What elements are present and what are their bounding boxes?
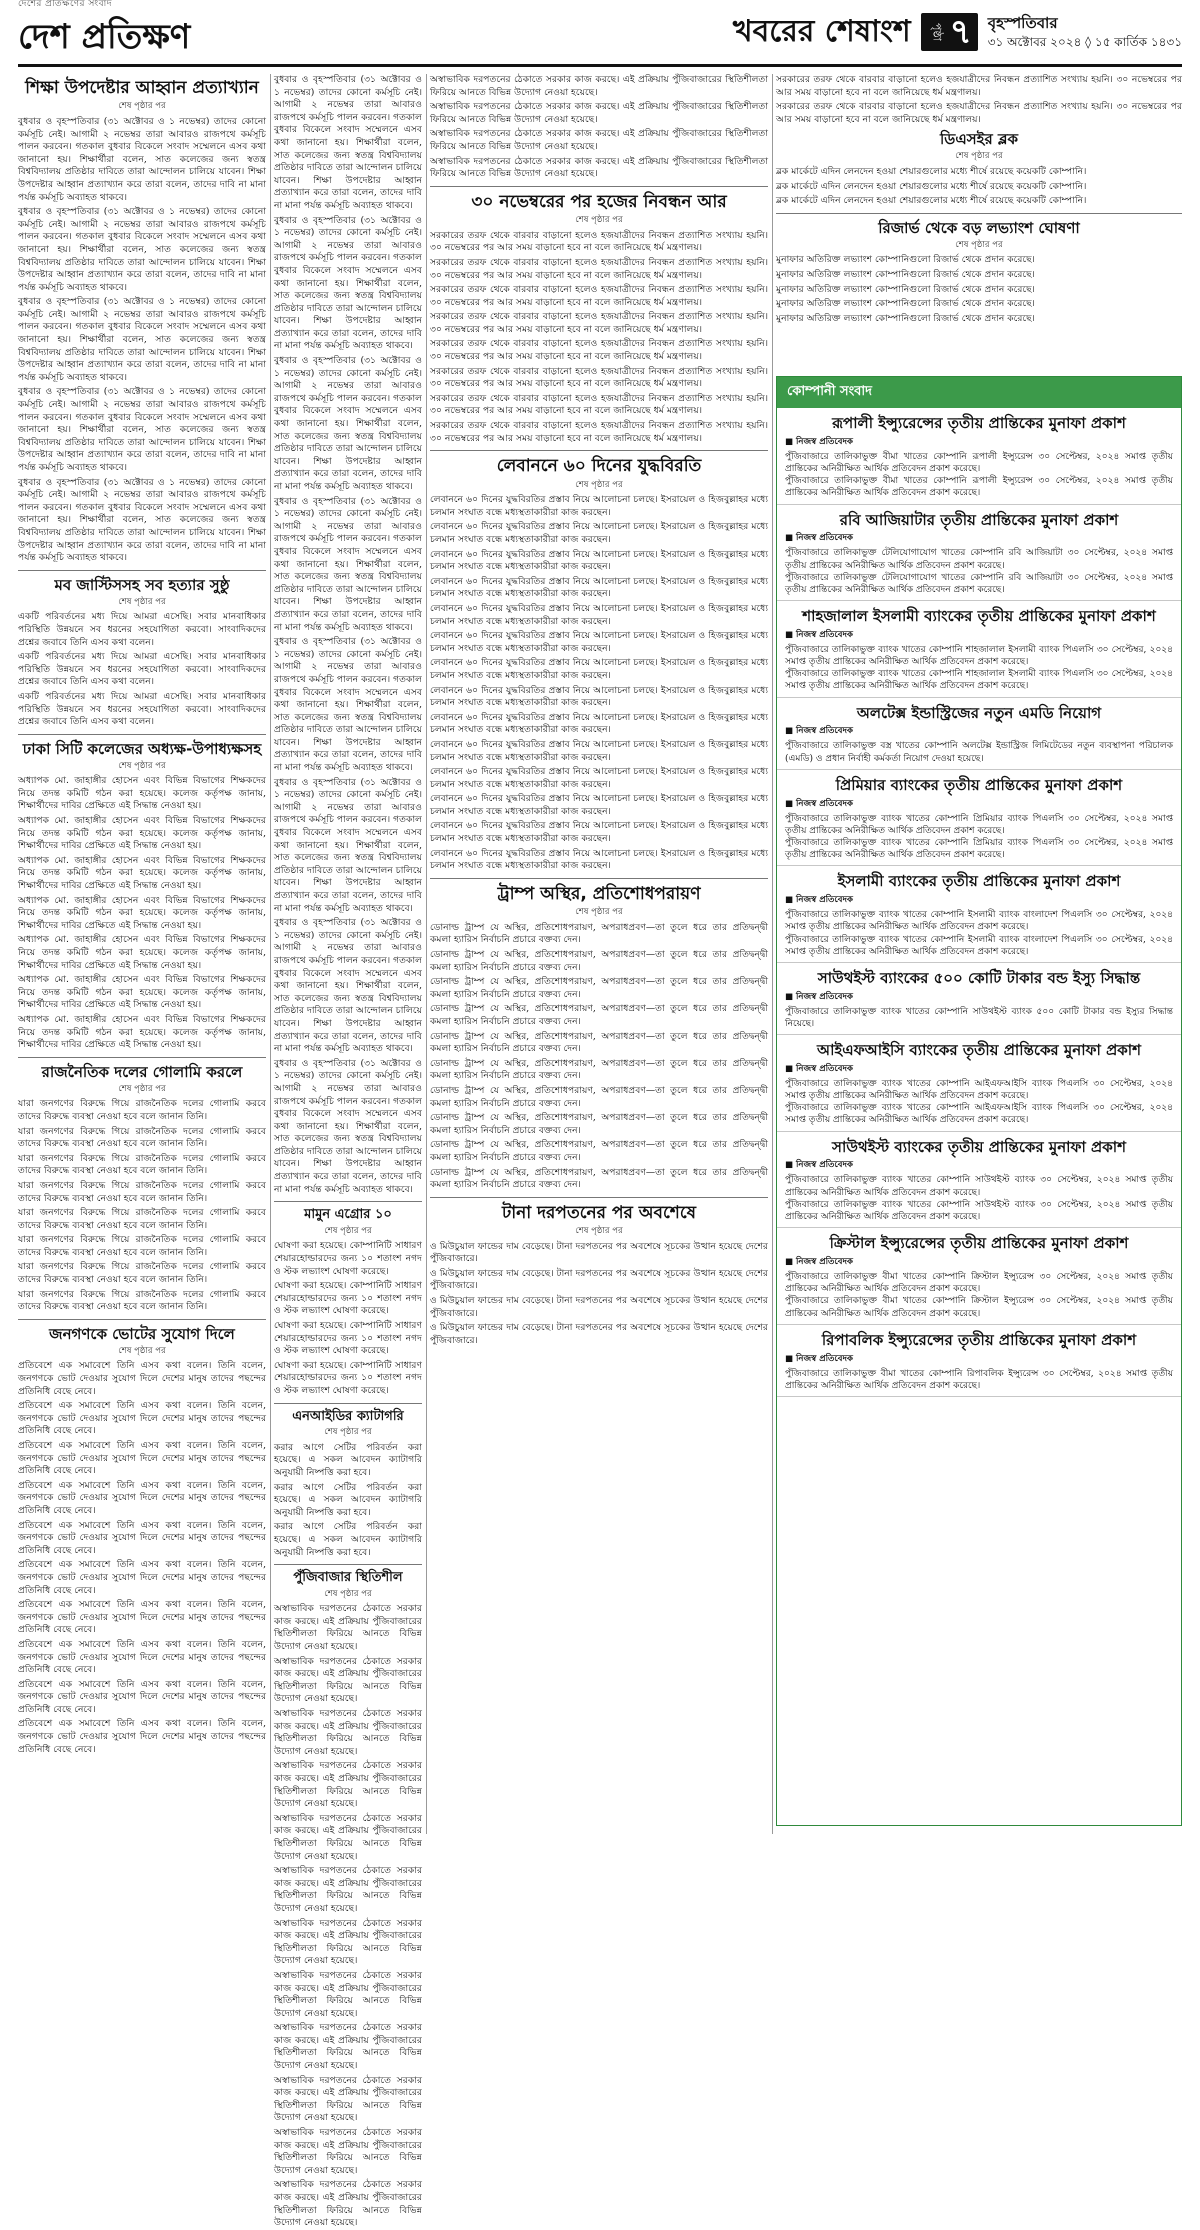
story-reporter: ■ নিজস্ব প্রতিবেদক xyxy=(785,436,853,447)
article-byline: শেষ পৃষ্ঠার পর xyxy=(118,760,166,771)
article-headline: ৩০ নভেম্বরের পর হজের নিবন্ধন আর xyxy=(471,191,727,212)
article-headline: ট্রাম্প অস্থির, প্রতিশোধপরায়ণ xyxy=(497,883,701,904)
article-body: অস্বাভাবিক দরপতনের ঠেকাতে সরকার কাজ করছে। এই প্রক্রিয়ায় পুঁজিবাজারের স্থিতিশীলতা ফিরিয়ে আনতে বিভিন্ন উদ্যোগ নেওয়া হয়েছে। অস্বাভাবিক দরপতনের ঠেকাতে সরকার কাজ করছে। এই প্রক্রিয়ায় পুঁজিবাজারের স্থিতিশীলতা ফিরিয়ে আনতে বিভিন্ন উদ্যোগ নেওয়া হয়েছে। অস্বাভাবিক দরপতনের ঠেকাতে সরকার কাজ করছে। এই প্রক্রিয়ায় পুঁজিবাজারের স্থিতিশীলতা ফিরিয়ে আনতে বিভিন্ন উদ্যোগ নেওয়া হয়েছে। অস্বাভাবিক দরপতনের ঠেকাতে সরকার কাজ করছে। এই প্রক্রিয়ায় পুঁজিবাজারের স্থিতিশীলতা ফিরিয়ে আনতে বিভিন্ন উদ্যোগ নেওয়া হয়েছে। অস্বাভাবিক দরপতনের ঠেকাতে সরকার কাজ করছে। এই প্রক্রিয়ায় পুঁজিবাজারের স্থিতিশীলতা ফিরিয়ে আনতে বিভিন্ন উদ্যোগ নেওয়া হয়েছে। অস্বাভাবিক দরপতনের ঠেকাতে সরকার কাজ করছে। এই প্রক্রিয়ায় পুঁজিবাজারের স্থিতিশীলতা ফিরিয়ে আনতে বিভিন্ন উদ্যোগ নেওয়া হয়েছে। অস্বাভাবিক দরপতনের ঠেকাতে সরকার কাজ করছে। এই প্রক্রিয়ায় পুঁজিবাজারের স্থিতিশীলতা ফিরিয়ে আনতে বিভিন্ন উদ্যোগ নেওয়া হয়েছে। অস্বাভাবিক দরপতনের ঠেকাতে সরকার কাজ করছে। এই প্রক্রিয়ায় পুঁজিবাজারের স্থিতিশীলতা ফিরিয়ে আনতে বিভিন্ন উদ্যোগ নেওয়া হয়েছে। অস্বাভাবিক দরপতনের ঠেকাতে সরকার কাজ করছে। এই প্রক্রিয়ায় পুঁজিবাজারের স্থিতিশীলতা ফিরিয়ে আনতে বিভিন্ন উদ্যোগ নেওয়া হয়েছে। অস্বাভাবিক দরপতনের ঠেকাতে সরকার কাজ করছে। এই প্রক্রিয়ায় পুঁজিবাজারের স্থিতিশীলতা ফিরিয়ে আনতে বিভিন্ন উদ্যোগ নেওয়া হয়েছে। অস্বাভাবিক দরপতনের ঠেকাতে সরকার কাজ করছে। এই প্রক্রিয়ায় পুঁজিবাজারের স্থিতিশীলতা ফিরিয়ে আনতে বিভিন্ন উদ্যোগ নেওয়া হয়েছে। অস্বাভাবিক দরপতনের ঠেকাতে সরকার কাজ করছে। এই প্রক্রিয়ায় পুঁজিবাজারের স্থিতিশীলতা ফিরিয়ে আনতে বিভিন্ন উদ্যোগ নেওয়া হয়েছে। xyxy=(274,1603,422,2229)
company-news-story: শাহজালাল ইসলামী ব্যাংকের তৃতীয় প্রান্তিকের মুনাফা প্রকাশ ■ নিজস্ব প্রতিবেদক পুঁজিবাজারে তালিকাভুক্ত ব্যাংক খাতের কোম্পানি শাহজালাল ইসলামী ব্যাংক পিএলসি ৩০ সেপ্টেম্বর, ২০২৪ সমাপ্ত তৃতীয় প্রান্তিকের অনিরীক্ষিত আর্থিক প্রতিবেদন প্রকাশ করেছে। পুঁজিবাজারে তালিকাভুক্ত ব্যাংক খাতের কোম্পানি শাহজালাল ইসলামী ব্যাংক পিএলসি ৩০ সেপ্টেম্বর, ২০২৪ সমাপ্ত তৃতীয় প্রান্তিকের অনিরীক্ষিত আর্থিক প্রতিবেদন প্রকাশ করেছে। xyxy=(777,601,1181,698)
article-byline: শেষ পৃষ্ঠার পর xyxy=(575,215,623,226)
date-box xyxy=(988,13,1182,51)
story-headline: রবি আজিয়াটার তৃতীয় প্রান্তিকের মুনাফা প্রকাশ xyxy=(839,510,1119,529)
page-number: ৭ xyxy=(949,12,972,52)
article-headline: জনগণকে ভোটের সুযোগ দিলে xyxy=(49,1324,235,1343)
article-body: প্রতিবেশে এক সমাবেশে তিনি এসব কথা বলেন। তিনি বলেন, জনগণকে ভোট দেওয়ার সুযোগ দিলে দেশের মানুষ তাদের পছন্দের প্রতিনিধি বেছে নেবে। প্রতিবেশে এক সমাবেশে তিনি এসব কথা বলেন। তিনি বলেন, জনগণকে ভোট দেওয়ার সুযোগ দিলে দেশের মানুষ তাদের পছন্দের প্রতিনিধি বেছে নেবে। প্রতিবেশে এক সমাবেশে তিনি এসব কথা বলেন। তিনি বলেন, জনগণকে ভোট দেওয়ার সুযোগ দিলে দেশের মানুষ তাদের পছন্দের প্রতিনিধি বেছে নেবে। প্রতিবেশে এক সমাবেশে তিনি এসব কথা বলেন। তিনি বলেন, জনগণকে ভোট দেওয়ার সুযোগ দিলে দেশের মানুষ তাদের পছন্দের প্রতিনিধি বেছে নেবে। প্রতিবেশে এক সমাবেশে তিনি এসব কথা বলেন। তিনি বলেন, জনগণকে ভোট দেওয়ার সুযোগ দিলে দেশের মানুষ তাদের পছন্দের প্রতিনিধি বেছে নেবে। প্রতিবেশে এক সমাবেশে তিনি এসব কথা বলেন। তিনি বলেন, জনগণকে ভোট দেওয়ার সুযোগ দিলে দেশের মানুষ তাদের পছন্দের প্রতিনিধি বেছে নেবে। প্রতিবেশে এক সমাবেশে তিনি এসব কথা বলেন। তিনি বলেন, জনগণকে ভোট দেওয়ার সুযোগ দিলে দেশের মানুষ তাদের পছন্দের প্রতিনিধি বেছে নেবে। প্রতিবেশে এক সমাবেশে তিনি এসব কথা বলেন। তিনি বলেন, জনগণকে ভোট দেওয়ার সুযোগ দিলে দেশের মানুষ তাদের পছন্দের প্রতিনিধি বেছে নেবে। প্রতিবেশে এক সমাবেশে তিনি এসব কথা বলেন। তিনি বলেন, জনগণকে ভোট দেওয়ার সুযোগ দিলে দেশের মানুষ তাদের পছন্দের প্রতিনিধি বেছে নেবে। প্রতিবেশে এক সমাবেশে তিনি এসব কথা বলেন। তিনি বলেন, জনগণকে ভোট দেওয়ার সুযোগ দিলে দেশের মানুষ তাদের পছন্দের প্রতিনিধি বেছে নেবে। xyxy=(18,1360,266,1755)
article-body: ও মিউচুয়াল ফান্ডের দাম বেড়েছে। টানা দরপতনের পর অবশেষে সূচকের উত্থান হয়েছে দেশের পুঁজিবাজারে। ও মিউচুয়াল ফান্ডের দাম বেড়েছে। টানা দরপতনের পর অবশেষে সূচকের উত্থান হয়েছে দেশের পুঁজিবাজারে। ও মিউচুয়াল ফান্ডের দাম বেড়েছে। টানা দরপতনের পর অবশেষে সূচকের উত্থান হয়েছে দেশের পুঁজিবাজারে। ও মিউচুয়াল ফান্ডের দাম বেড়েছে। টানা দরপতনের পর অবশেষে সূচকের উত্থান হয়েছে দেশের পুঁজিবাজারে। xyxy=(430,1240,768,1346)
story-headline: রূপালী ইন্স্যুরেন্সের তৃতীয় প্রান্তিকের মুনাফা প্রকাশ xyxy=(832,414,1126,432)
column-3 xyxy=(430,74,768,1834)
article-body: ঘোষণা করা হয়েছে। কোম্পানিটি সাধারণ শেয়ারহোল্ডারদের জন্য ১০ শতাংশ নগদ ও স্টক লভ্যাংশ ঘোষণা করেছে। ঘোষণা করা হয়েছে। কোম্পানিটি সাধারণ শেয়ারহোল্ডারদের জন্য ১০ শতাংশ নগদ ও স্টক লভ্যাংশ ঘোষণা করেছে। ঘোষণা করা হয়েছে। কোম্পানিটি সাধারণ শেয়ারহোল্ডারদের জন্য ১০ শতাংশ নগদ ও স্টক লভ্যাংশ ঘোষণা করেছে। ঘোষণা করা হয়েছে। কোম্পানিটি সাধারণ শেয়ারহোল্ডারদের জন্য ১০ শতাংশ নগদ ও স্টক লভ্যাংশ ঘোষণা করেছে। xyxy=(274,1240,422,1396)
article-body: ডোনাল্ড ট্রাম্প যে অস্থির, প্রতিশোধপরায়ণ, অপরাধপ্রবণ—তা তুলে ধরে তার প্রতিদ্বন্দ্বী কমলা হ্যারিস নির্বাচনি প্রচারে বক্তব্য দেন। ডোনাল্ড ট্রাম্প যে অস্থির, প্রতিশোধপরায়ণ, অপরাধপ্রবণ—তা তুলে ধরে তার প্রতিদ্বন্দ্বী কমলা হ্যারিস নির্বাচনি প্রচারে বক্তব্য দেন। ডোনাল্ড ট্রাম্প যে অস্থির, প্রতিশোধপরায়ণ, অপরাধপ্রবণ—তা তুলে ধরে তার প্রতিদ্বন্দ্বী কমলা হ্যারিস নির্বাচনি প্রচারে বক্তব্য দেন। ডোনাল্ড ট্রাম্প যে অস্থির, প্রতিশোধপরায়ণ, অপরাধপ্রবণ—তা তুলে ধরে তার প্রতিদ্বন্দ্বী কমলা হ্যারিস নির্বাচনি প্রচারে বক্তব্য দেন। ডোনাল্ড ট্রাম্প যে অস্থির, প্রতিশোধপরায়ণ, অপরাধপ্রবণ—তা তুলে ধরে তার প্রতিদ্বন্দ্বী কমলা হ্যারিস নির্বাচনি প্রচারে বক্তব্য দেন। ডোনাল্ড ট্রাম্প যে অস্থির, প্রতিশোধপরায়ণ, অপরাধপ্রবণ—তা তুলে ধরে তার প্রতিদ্বন্দ্বী কমলা হ্যারিস নির্বাচনি প্রচারে বক্তব্য দেন। ডোনাল্ড ট্রাম্প যে অস্থির, প্রতিশোধপরায়ণ, অপরাধপ্রবণ—তা তুলে ধরে তার প্রতিদ্বন্দ্বী কমলা হ্যারিস নির্বাচনি প্রচারে বক্তব্য দেন। ডোনাল্ড ট্রাম্প যে অস্থির, প্রতিশোধপরায়ণ, অপরাধপ্রবণ—তা তুলে ধরে তার প্রতিদ্বন্দ্বী কমলা হ্যারিস নির্বাচনি প্রচারে বক্তব্য দেন। ডোনাল্ড ট্রাম্প যে অস্থির, প্রতিশোধপরায়ণ, অপরাধপ্রবণ—তা তুলে ধরে তার প্রতিদ্বন্দ্বী কমলা হ্যারিস নির্বাচনি প্রচারে বক্তব্য দেন। ডোনাল্ড ট্রাম্প যে অস্থির, প্রতিশোধপরায়ণ, অপরাধপ্রবণ—তা তুলে ধরে তার প্রতিদ্বন্দ্বী কমলা হ্যারিস নির্বাচনি প্রচারে বক্তব্য দেন। xyxy=(430,921,768,1191)
story-body: পুঁজিবাজারে তালিকাভুক্ত বীমা খাতের কোম্পানি ক্রিস্টাল ইন্স্যুরেন্স ৩০ সেপ্টেম্বর, ২০২৪ সমাপ্ত তৃতীয় প্রান্তিকের অনিরীক্ষিত আর্থিক প্রতিবেদন প্রকাশ করেছে। xyxy=(785,1272,1173,1295)
logo-text: দেশ প্রতিক্ষণ xyxy=(18,17,191,57)
article-headline: মামুন এগ্রোর ১০ xyxy=(304,1207,392,1223)
company-news-story: প্রিমিয়ার ব্যাংকের তৃতীয় প্রান্তিকের মুনাফা প্রকাশ ■ নিজস্ব প্রতিবেদক পুঁজিবাজারে তালিকাভুক্ত ব্যাংক খাতের কোম্পানি প্রিমিয়ার ব্যাংক পিএলসি ৩০ সেপ্টেম্বর, ২০২৪ সমাপ্ত তৃতীয় প্রান্তিকের অনিরীক্ষিত আর্থিক প্রতিবেদন প্রকাশ করেছে। পুঁজিবাজারে তালিকাভুক্ত ব্যাংক খাতের কোম্পানি প্রিমিয়ার ব্যাংক পিএলসি ৩০ সেপ্টেম্বর, ২০২৪ সমাপ্ত তৃতীয় প্রান্তিকের অনিরীক্ষিত আর্থিক প্রতিবেদন প্রকাশ করেছে। xyxy=(777,770,1181,867)
column-1 xyxy=(18,74,266,1834)
company-news-story: ক্রিস্টাল ইন্স্যুরেন্সের তৃতীয় প্রান্তিকের মুনাফা প্রকাশ ■ নিজস্ব প্রতিবেদক পুঁজিবাজারে তালিকাভুক্ত বীমা খাতের কোম্পানি ক্রিস্টাল ইন্স্যুরেন্স ৩০ সেপ্টেম্বর, ২০২৪ সমাপ্ত তৃতীয় প্রান্তিকের অনিরীক্ষিত আর্থিক প্রতিবেদন প্রকাশ করেছে। পুঁজিবাজারে তালিকাভুক্ত বীমা খাতের কোম্পানি ক্রিস্টাল ইন্স্যুরেন্স ৩০ সেপ্টেম্বর, ২০২৪ সমাপ্ত তৃতীয় প্রান্তিকের অনিরীক্ষিত আর্থিক প্রতিবেদন প্রকাশ করেছে। xyxy=(777,1228,1181,1325)
column-4-top xyxy=(776,74,1182,364)
weekday: বৃহস্পতিবার xyxy=(987,14,1058,33)
story-headline: ইসলামী ব্যাংকের তৃতীয় প্রান্তিকের মুনাফা প্রকাশ xyxy=(837,872,1121,891)
article-byline: শেষ পৃষ্ঠার পর xyxy=(955,151,1003,162)
company-news-story: রূপালী ইন্স্যুরেন্সের তৃতীয় প্রান্তিকের মুনাফা প্রকাশ ■ নিজস্ব প্রতিবেদক পুঁজিবাজারে তালিকাভুক্ত বীমা খাতের কোম্পানি রূপালী ইন্স্যুরেন্স ৩০ সেপ্টেম্বর, ২০২৪ সমাপ্ত তৃতীয় প্রান্তিকের অনিরীক্ষিত আর্থিক প্রতিবেদন প্রকাশ করেছে। পুঁজিবাজারে তালিকাভুক্ত বীমা খাতের কোম্পানি রূপালী ইন্স্যুরেন্স ৩০ সেপ্টেম্বর, ২০২৪ সমাপ্ত তৃতীয় প্রান্তিকের অনিরীক্ষিত আর্থিক প্রতিবেদন প্রকাশ করেছে। xyxy=(777,408,1181,505)
story-headline: ক্রিস্টাল ইন্স্যুরেন্সের তৃতীয় প্রান্তিকের মুনাফা প্রকাশ xyxy=(829,1234,1129,1253)
story-body: পুঁজিবাজারে তালিকাভুক্ত ব্যাংক খাতের কোম্পানি সাউথইস্ট ব্যাংক ৫০০ কোটি টাকার বন্ড ইস্যুর সিদ্ধান্ত নিয়েছে। xyxy=(785,1006,1173,1029)
article xyxy=(430,884,768,1192)
company-news-story: ইসলামী ব্যাংকের তৃতীয় প্রান্তিকের মুনাফা প্রকাশ ■ নিজস্ব প্রতিবেদক পুঁজিবাজারে তালিকাভুক্ত ব্যাংক খাতের কোম্পানি ইসলামী ব্যাংক বাংলাদেশ পিএলসি ৩০ সেপ্টেম্বর, ২০২৪ সমাপ্ত তৃতীয় প্রান্তিকের অনিরীক্ষিত আর্থিক প্রতিবেদন প্রকাশ করেছে। পুঁজিবাজারে তালিকাভুক্ত ব্যাংক খাতের কোম্পানি ইসলামী ব্যাংক বাংলাদেশ পিএলসি ৩০ সেপ্টেম্বর, ২০২৪ সমাপ্ত তৃতীয় প্রান্তিকের অনিরীক্ষিত আর্থিক প্রতিবেদন প্রকাশ করেছে। xyxy=(777,866,1181,963)
article xyxy=(274,1207,422,1397)
article xyxy=(430,456,768,873)
masthead-right xyxy=(733,7,1182,58)
story-reporter: ■ নিজস্ব প্রতিবেদক xyxy=(785,726,853,737)
article-byline: শেষ পৃষ্ঠার পর xyxy=(324,1225,372,1236)
article-byline: শেষ পৃষ্ঠার পর xyxy=(955,239,1003,250)
story-body: পুঁজিবাজারে তালিকাভুক্ত বীমা খাতের কোম্পানি রূপালী ইন্স্যুরেন্স ৩০ সেপ্টেম্বর, ২০২৪ সমাপ্ত তৃতীয় প্রান্তিকের অনিরীক্ষিত আর্থিক প্রতিবেদন প্রকাশ করেছে। xyxy=(785,451,1173,474)
story-body: পুঁজিবাজারে তালিকাভুক্ত বস্ত্র খাতের কোম্পানি অলটেক্স ইন্ডাস্ট্রিজ লিমিটেডের নতুন ব্যবস্থাপনা পরিচালক (এমডি) ও প্রধান নির্বাহী কর্মকর্তা নিয়োগ দেওয়া হয়েছে। xyxy=(785,741,1173,764)
story-body: পুঁজিবাজারে তালিকাভুক্ত ব্যাংক খাতের কোম্পানি প্রিমিয়ার ব্যাংক পিএলসি ৩০ সেপ্টেম্বর, ২০২৪ সমাপ্ত তৃতীয় প্রান্তিকের অনিরীক্ষিত আর্থিক প্রতিবেদন প্রকাশ করেছে। xyxy=(785,813,1173,836)
article-body: একটি পরিবর্তনের মধ্য দিয়ে আমরা এসেছি। সবার মানবাধিকার পরিস্থিতি উন্নয়নে সব ধরনের সহযোগিতা করবো। সাংবাদিকদের প্রশ্নের জবাবে তিনি এসব কথা বলেন। একটি পরিবর্তনের মধ্য দিয়ে আমরা এসেছি। সবার মানবাধিকার পরিস্থিতি উন্নয়নে সব ধরনের সহযোগিতা করবো। সাংবাদিকদের প্রশ্নের জবাবে তিনি এসব কথা বলেন। একটি পরিবর্তনের মধ্য দিয়ে আমরা এসেছি। সবার মানবাধিকার পরিস্থিতি উন্নয়নে সব ধরনের সহযোগিতা করবো। সাংবাদিকদের প্রশ্নের জবাবে তিনি এসব কথা বলেন। xyxy=(18,611,266,728)
article-byline: শেষ পৃষ্ঠার পর xyxy=(575,1226,623,1237)
company-news-box xyxy=(776,376,1182,1826)
article xyxy=(776,219,1182,326)
article-headline: পুঁজিবাজার স্থিতিশীল xyxy=(293,1570,403,1586)
article-byline: শেষ পৃষ্ঠার পর xyxy=(575,907,623,918)
article-body: সরকারের তরফ থেকে বারবার বাড়ানো হলেও হজযাত্রীদের নিবন্ধন প্রত্যাশিত সংখ্যায় হয়নি। ৩০ নভেম্বরের পর আর সময় বাড়ানো হবে না বলে জানিয়েছে ধর্ম মন্ত্রণালয়। সরকারের তরফ থেকে বারবার বাড়ানো হলেও হজযাত্রীদের নিবন্ধন প্রত্যাশিত সংখ্যায় হয়নি। ৩০ নভেম্বরের পর আর সময় বাড়ানো হবে না বলে জানিয়েছে ধর্ম মন্ত্রণালয়। সরকারের তরফ থেকে বারবার বাড়ানো হলেও হজযাত্রীদের নিবন্ধন প্রত্যাশিত সংখ্যায় হয়নি। ৩০ নভেম্বরের পর আর সময় বাড়ানো হবে না বলে জানিয়েছে ধর্ম মন্ত্রণালয়। সরকারের তরফ থেকে বারবার বাড়ানো হলেও হজযাত্রীদের নিবন্ধন প্রত্যাশিত সংখ্যায় হয়নি। ৩০ নভেম্বরের পর আর সময় বাড়ানো হবে না বলে জানিয়েছে ধর্ম মন্ত্রণালয়। সরকারের তরফ থেকে বারবার বাড়ানো হলেও হজযাত্রীদের নিবন্ধন প্রত্যাশিত সংখ্যায় হয়নি। ৩০ নভেম্বরের পর আর সময় বাড়ানো হবে না বলে জানিয়েছে ধর্ম মন্ত্রণালয়। সরকারের তরফ থেকে বারবার বাড়ানো হলেও হজযাত্রীদের নিবন্ধন প্রত্যাশিত সংখ্যায় হয়নি। ৩০ নভেম্বরের পর আর সময় বাড়ানো হবে না বলে জানিয়েছে ধর্ম মন্ত্রণালয়। সরকারের তরফ থেকে বারবার বাড়ানো হলেও হজযাত্রীদের নিবন্ধন প্রত্যাশিত সংখ্যায় হয়নি। ৩০ নভেম্বরের পর আর সময় বাড়ানো হবে না বলে জানিয়েছে ধর্ম মন্ত্রণালয়। সরকারের তরফ থেকে বারবার বাড়ানো হলেও হজযাত্রীদের নিবন্ধন প্রত্যাশিত সংখ্যায় হয়নি। ৩০ নভেম্বরের পর আর সময় বাড়ানো হবে না বলে জানিয়েছে ধর্ম মন্ত্রণালয়। xyxy=(430,229,768,444)
section-title: খবরের শেষাংশ xyxy=(732,13,911,49)
article-byline: শেষ পৃষ্ঠার পর xyxy=(324,1427,372,1438)
column-divider xyxy=(772,74,773,1834)
article-body: ব্লক মার্কেটে এদিন লেনদেন হওয়া শেয়ারগুলোর মধ্যে শীর্ষে রয়েছে কয়েকটি কোম্পানি। ব্লক মার্কেটে এদিন লেনদেন হওয়া শেয়ারগুলোর মধ্যে শীর্ষে রয়েছে কয়েকটি কোম্পানি। ব্লক মার্কেটে এদিন লেনদেন হওয়া শেয়ারগুলোর মধ্যে শীর্ষে রয়েছে কয়েকটি কোম্পানি। xyxy=(776,165,1087,207)
column-2 xyxy=(274,74,422,2229)
article-byline: শেষ পৃষ্ঠার পর xyxy=(118,596,166,607)
article-headline: রিজার্ভ থেকে বড় লভ্যাংশ ঘোষণা xyxy=(878,218,1080,237)
story-headline: প্রিমিয়ার ব্যাংকের তৃতীয় প্রান্তিকের মুনাফা প্রকাশ xyxy=(835,775,1123,794)
story-reporter: ■ নিজস্ব প্রতিবেদক xyxy=(785,1160,853,1171)
newspaper-logo xyxy=(18,0,190,68)
article-byline: শেষ পৃষ্ঠার পর xyxy=(118,1345,166,1356)
article-columns xyxy=(18,74,1182,2229)
company-news-header: কোম্পানী সংবাদ xyxy=(777,377,1181,408)
article xyxy=(18,1325,266,1756)
story-reporter: ■ নিজস্ব প্রতিবেদক xyxy=(785,895,853,906)
story-headline: সাউথইস্ট ব্যাংকের তৃতীয় প্রান্তিকের মুনাফা প্রকাশ xyxy=(832,1137,1126,1156)
article xyxy=(18,78,266,565)
article-body: মুনাফার অতিরিক্ত লভ্যাংশ কোম্পানিগুলো রিজার্ভ থেকে প্রদান করেছে। মুনাফার অতিরিক্ত লভ্যাংশ কোম্পানিগুলো রিজার্ভ থেকে প্রদান করেছে। মুনাফার অতিরিক্ত লভ্যাংশ কোম্পানিগুলো রিজার্ভ থেকে প্রদান করেছে। মুনাফার অতিরিক্ত লভ্যাংশ কোম্পানিগুলো রিজার্ভ থেকে প্রদান করেছে। মুনাফার অতিরিক্ত লভ্যাংশ কোম্পানিগুলো রিজার্ভ থেকে প্রদান করেছে। xyxy=(776,254,1035,324)
article-body: বুধবার ও বৃহস্পতিবার (৩১ অক্টোবর ও ১ নভেম্বর) তাদের কোনো কর্মসূচি নেই। আগামী ২ নভেম্বর তারা আবারও রাজপথে কর্মসূচি পালন করবেন। গতকাল বুধবার বিকেলে সংবাদ সম্মেলনে এসব কথা জানানো হয়। শিক্ষার্থীরা বলেন, সাত কলেজের জন্য স্বতন্ত্র বিশ্ববিদ্যালয় প্রতিষ্ঠার দাবিতে তারা আন্দোলন চালিয়ে যাবেন। শিক্ষা উপদেষ্টার আহ্বান প্রত্যাখ্যান করে তারা বলেন, তাদের দাবি না মানা পর্যন্ত কর্মসূচি অব্যাহত থাকবে। বুধবার ও বৃহস্পতিবার (৩১ অক্টোবর ও ১ নভেম্বর) তাদের কোনো কর্মসূচি নেই। আগামী ২ নভেম্বর তারা আবারও রাজপথে কর্মসূচি পালন করবেন। গতকাল বুধবার বিকেলে সংবাদ সম্মেলনে এসব কথা জানানো হয়। শিক্ষার্থীরা বলেন, সাত কলেজের জন্য স্বতন্ত্র বিশ্ববিদ্যালয় প্রতিষ্ঠার দাবিতে তারা আন্দোলন চালিয়ে যাবেন। শিক্ষা উপদেষ্টার আহ্বান প্রত্যাখ্যান করে তারা বলেন, তাদের দাবি না মানা পর্যন্ত কর্মসূচি অব্যাহত থাকবে। বুধবার ও বৃহস্পতিবার (৩১ অক্টোবর ও ১ নভেম্বর) তাদের কোনো কর্মসূচি নেই। আগামী ২ নভেম্বর তারা আবারও রাজপথে কর্মসূচি পালন করবেন। গতকাল বুধবার বিকেলে সংবাদ সম্মেলনে এসব কথা জানানো হয়। শিক্ষার্থীরা বলেন, সাত কলেজের জন্য স্বতন্ত্র বিশ্ববিদ্যালয় প্রতিষ্ঠার দাবিতে তারা আন্দোলন চালিয়ে যাবেন। শিক্ষা উপদেষ্টার আহ্বান প্রত্যাখ্যান করে তারা বলেন, তাদের দাবি না মানা পর্যন্ত কর্মসূচি অব্যাহত থাকবে। বুধবার ও বৃহস্পতিবার (৩১ অক্টোবর ও ১ নভেম্বর) তাদের কোনো কর্মসূচি নেই। আগামী ২ নভেম্বর তারা আবারও রাজপথে কর্মসূচি পালন করবেন। গতকাল বুধবার বিকেলে সংবাদ সম্মেলনে এসব কথা জানানো হয়। শিক্ষার্থীরা বলেন, সাত কলেজের জন্য স্বতন্ত্র বিশ্ববিদ্যালয় প্রতিষ্ঠার দাবিতে তারা আন্দোলন চালিয়ে যাবেন। শিক্ষা উপদেষ্টার আহ্বান প্রত্যাখ্যান করে তারা বলেন, তাদের দাবি না মানা পর্যন্ত কর্মসূচি অব্যাহত থাকবে। বুধবার ও বৃহস্পতিবার (৩১ অক্টোবর ও ১ নভেম্বর) তাদের কোনো কর্মসূচি নেই। আগামী ২ নভেম্বর তারা আবারও রাজপথে কর্মসূচি পালন করবেন। গতকাল বুধবার বিকেলে সংবাদ সম্মেলনে এসব কথা জানানো হয়। শিক্ষার্থীরা বলেন, সাত কলেজের জন্য স্বতন্ত্র বিশ্ববিদ্যালয় প্রতিষ্ঠার দাবিতে তারা আন্দোলন চালিয়ে যাবেন। শিক্ষা উপদেষ্টার আহ্বান প্রত্যাখ্যান করে তারা বলেন, তাদের দাবি না মানা পর্যন্ত কর্মসূচি অব্যাহত থাকবে। xyxy=(18,115,266,564)
article-body: লেবাননে ৬০ দিনের যুদ্ধবিরতির প্রস্তাব নিয়ে আলোচনা চলছে। ইসরায়েল ও হিজবুল্লাহর মধ্যে চলমান সংঘাত বন্ধে মধ্যস্থতাকারীরা কাজ করছেন। লেবাননে ৬০ দিনের যুদ্ধবিরতির প্রস্তাব নিয়ে আলোচনা চলছে। ইসরায়েল ও হিজবুল্লাহর মধ্যে চলমান সংঘাত বন্ধে মধ্যস্থতাকারীরা কাজ করছেন। লেবাননে ৬০ দিনের যুদ্ধবিরতির প্রস্তাব নিয়ে আলোচনা চলছে। ইসরায়েল ও হিজবুল্লাহর মধ্যে চলমান সংঘাত বন্ধে মধ্যস্থতাকারীরা কাজ করছেন। লেবাননে ৬০ দিনের যুদ্ধবিরতির প্রস্তাব নিয়ে আলোচনা চলছে। ইসরায়েল ও হিজবুল্লাহর মধ্যে চলমান সংঘাত বন্ধে মধ্যস্থতাকারীরা কাজ করছেন। লেবাননে ৬০ দিনের যুদ্ধবিরতির প্রস্তাব নিয়ে আলোচনা চলছে। ইসরায়েল ও হিজবুল্লাহর মধ্যে চলমান সংঘাত বন্ধে মধ্যস্থতাকারীরা কাজ করছেন। লেবাননে ৬০ দিনের যুদ্ধবিরতির প্রস্তাব নিয়ে আলোচনা চলছে। ইসরায়েল ও হিজবুল্লাহর মধ্যে চলমান সংঘাত বন্ধে মধ্যস্থতাকারীরা কাজ করছেন। লেবাননে ৬০ দিনের যুদ্ধবিরতির প্রস্তাব নিয়ে আলোচনা চলছে। ইসরায়েল ও হিজবুল্লাহর মধ্যে চলমান সংঘাত বন্ধে মধ্যস্থতাকারীরা কাজ করছেন। লেবাননে ৬০ দিনের যুদ্ধবিরতির প্রস্তাব নিয়ে আলোচনা চলছে। ইসরায়েল ও হিজবুল্লাহর মধ্যে চলমান সংঘাত বন্ধে মধ্যস্থতাকারীরা কাজ করছেন। লেবাননে ৬০ দিনের যুদ্ধবিরতির প্রস্তাব নিয়ে আলোচনা চলছে। ইসরায়েল ও হিজবুল্লাহর মধ্যে চলমান সংঘাত বন্ধে মধ্যস্থতাকারীরা কাজ করছেন। লেবাননে ৬০ দিনের যুদ্ধবিরতির প্রস্তাব নিয়ে আলোচনা চলছে। ইসরায়েল ও হিজবুল্লাহর মধ্যে চলমান সংঘাত বন্ধে মধ্যস্থতাকারীরা কাজ করছেন। লেবাননে ৬০ দিনের যুদ্ধবিরতির প্রস্তাব নিয়ে আলোচনা চলছে। ইসরায়েল ও হিজবুল্লাহর মধ্যে চলমান সংঘাত বন্ধে মধ্যস্থতাকারীরা কাজ করছেন। লেবাননে ৬০ দিনের যুদ্ধবিরতির প্রস্তাব নিয়ে আলোচনা চলছে। ইসরায়েল ও হিজবুল্লাহর মধ্যে চলমান সংঘাত বন্ধে মধ্যস্থতাকারীরা কাজ করছেন। লেবাননে ৬০ দিনের যুদ্ধবিরতির প্রস্তাব নিয়ে আলোচনা চলছে। ইসরায়েল ও হিজবুল্লাহর মধ্যে চলমান সংঘাত বন্ধে মধ্যস্থতাকারীরা কাজ করছেন। লেবাননে ৬০ দিনের যুদ্ধবিরতির প্রস্তাব নিয়ে আলোচনা চলছে। ইসরায়েল ও হিজবুল্লাহর মধ্যে চলমান সংঘাত বন্ধে মধ্যস্থতাকারীরা কাজ করছেন। xyxy=(430,494,768,872)
column-divider xyxy=(270,74,271,1834)
page-label: পৃষ্ঠা xyxy=(930,23,944,41)
story-reporter: ■ নিজস্ব প্রতিবেদক xyxy=(785,1353,853,1364)
story-headline: আইএফআইসি ব্যাংকের তৃতীয় প্রান্তিকের মুনাফা প্রকাশ xyxy=(816,1041,1141,1060)
article xyxy=(18,1063,266,1314)
article xyxy=(430,1203,768,1348)
article-body: অধ্যাপক মো. জাহাঙ্গীর হোসেন এবং বিভিন্ন বিভাগের শিক্ষকদের নিয়ে তদন্ত কমিটি গঠন করা হয়েছে। কলেজ কর্তৃপক্ষ জানায়, শিক্ষার্থীদের দাবির প্রেক্ষিতে এই সিদ্ধান্ত নেওয়া হয়। অধ্যাপক মো. জাহাঙ্গীর হোসেন এবং বিভিন্ন বিভাগের শিক্ষকদের নিয়ে তদন্ত কমিটি গঠন করা হয়েছে। কলেজ কর্তৃপক্ষ জানায়, শিক্ষার্থীদের দাবির প্রেক্ষিতে এই সিদ্ধান্ত নেওয়া হয়। অধ্যাপক মো. জাহাঙ্গীর হোসেন এবং বিভিন্ন বিভাগের শিক্ষকদের নিয়ে তদন্ত কমিটি গঠন করা হয়েছে। কলেজ কর্তৃপক্ষ জানায়, শিক্ষার্থীদের দাবির প্রেক্ষিতে এই সিদ্ধান্ত নেওয়া হয়। অধ্যাপক মো. জাহাঙ্গীর হোসেন এবং বিভিন্ন বিভাগের শিক্ষকদের নিয়ে তদন্ত কমিটি গঠন করা হয়েছে। কলেজ কর্তৃপক্ষ জানায়, শিক্ষার্থীদের দাবির প্রেক্ষিতে এই সিদ্ধান্ত নেওয়া হয়। অধ্যাপক মো. জাহাঙ্গীর হোসেন এবং বিভিন্ন বিভাগের শিক্ষকদের নিয়ে তদন্ত কমিটি গঠন করা হয়েছে। কলেজ কর্তৃপক্ষ জানায়, শিক্ষার্থীদের দাবির প্রেক্ষিতে এই সিদ্ধান্ত নেওয়া হয়। অধ্যাপক মো. জাহাঙ্গীর হোসেন এবং বিভিন্ন বিভাগের শিক্ষকদের নিয়ে তদন্ত কমিটি গঠন করা হয়েছে। কলেজ কর্তৃপক্ষ জানায়, শিক্ষার্থীদের দাবির প্রেক্ষিতে এই সিদ্ধান্ত নেওয়া হয়। অধ্যাপক মো. জাহাঙ্গীর হোসেন এবং বিভিন্ন বিভাগের শিক্ষকদের নিয়ে তদন্ত কমিটি গঠন করা হয়েছে। কলেজ কর্তৃপক্ষ জানায়, শিক্ষার্থীদের দাবির প্রেক্ষিতে এই সিদ্ধান্ত নেওয়া হয়। xyxy=(18,775,266,1051)
article-byline: শেষ পৃষ্ঠার পর xyxy=(118,1083,166,1094)
article xyxy=(18,740,266,1052)
article-headline: রাজনৈতিক দলের গোলামি করলে xyxy=(41,1062,243,1081)
masthead xyxy=(18,0,1182,67)
story-reporter: ■ নিজস্ব প্রতিবেদক xyxy=(785,798,853,809)
story-body: পুঁজিবাজারে তালিকাভুক্ত বীমা খাতের কোম্পানি রিপাবলিক ইন্স্যুরেন্স ৩০ সেপ্টেম্বর, ২০২৪ সমাপ্ত তৃতীয় প্রান্তিকের অনিরীক্ষিত আর্থিক প্রতিবেদন প্রকাশ করেছে। xyxy=(785,1368,1173,1391)
logo-tagline: দেশের প্রতিক্ষণের সংবাদ xyxy=(18,0,113,9)
page-number-box xyxy=(921,13,978,51)
story-body: পুঁজিবাজারে তালিকাভুক্ত টেলিযোগাযোগ খাতের কোম্পানি রবি আজিয়াটা ৩০ সেপ্টেম্বর, ২০২৪ সমাপ্ত তৃতীয় প্রান্তিকের অনিরীক্ষিত আর্থিক প্রতিবেদন প্রকাশ করেছে। xyxy=(785,548,1173,571)
story-body: পুঁজিবাজারে তালিকাভুক্ত ব্যাংক খাতের কোম্পানি সাউথইস্ট ব্যাংক ৩০ সেপ্টেম্বর, ২০২৪ সমাপ্ত তৃতীয় প্রান্তিকের অনিরীক্ষিত আর্থিক প্রতিবেদন প্রকাশ করেছে। xyxy=(785,1175,1173,1198)
story-reporter: ■ নিজস্ব প্রতিবেদক xyxy=(785,1063,853,1074)
article-headline: শিক্ষা উপদেষ্টার আহ্বান প্রত্যাখ্যান xyxy=(25,78,259,98)
article xyxy=(274,1409,422,1560)
article xyxy=(18,576,266,729)
story-headline: শাহজালাল ইসলামী ব্যাংকের তৃতীয় প্রান্তিকের মুনাফা প্রকাশ xyxy=(802,607,1156,626)
article-byline: শেষ পৃষ্ঠার পর xyxy=(575,479,623,490)
story-reporter: ■ নিজস্ব প্রতিবেদক xyxy=(785,629,853,640)
story-reporter: ■ নিজস্ব প্রতিবেদক xyxy=(785,991,853,1002)
article-byline: শেষ পৃষ্ঠার পর xyxy=(118,101,166,112)
article-byline: শেষ পৃষ্ঠার পর xyxy=(324,1588,372,1599)
story-body: পুঁজিবাজারে তালিকাভুক্ত ব্যাংক খাতের কোম্পানি শাহজালাল ইসলামী ব্যাংক পিএলসি ৩০ সেপ্টেম্বর, ২০২৪ সমাপ্ত তৃতীয় প্রান্তিকের অনিরীক্ষিত আর্থিক প্রতিবেদন প্রকাশ করেছে। xyxy=(785,644,1173,668)
date: ৩১ অক্টোবর ২০২৪ ◊ ১৫ কার্তিক ১৪৩১ xyxy=(987,35,1182,50)
article xyxy=(776,130,1182,207)
article-body: বুধবার ও বৃহস্পতিবার (৩১ অক্টোবর ও ১ নভেম্বর) তাদের কোনো কর্মসূচি নেই। আগামী ২ নভেম্বর তারা আবারও রাজপথে কর্মসূচি পালন করবেন। গতকাল বুধবার বিকেলে সংবাদ সম্মেলনে এসব কথা জানানো হয়। শিক্ষার্থীরা বলেন, সাত কলেজের জন্য স্বতন্ত্র বিশ্ববিদ্যালয় প্রতিষ্ঠার দাবিতে তারা আন্দোলন চালিয়ে যাবেন। শিক্ষা উপদেষ্টার আহ্বান প্রত্যাখ্যান করে তারা বলেন, তাদের দাবি না মানা পর্যন্ত কর্মসূচি অব্যাহত থাকবে। বুধবার ও বৃহস্পতিবার (৩১ অক্টোবর ও ১ নভেম্বর) তাদের কোনো কর্মসূচি নেই। আগামী ২ নভেম্বর তারা আবারও রাজপথে কর্মসূচি পালন করবেন। গতকাল বুধবার বিকেলে সংবাদ সম্মেলনে এসব কথা জানানো হয়। শিক্ষার্থীরা বলেন, সাত কলেজের জন্য স্বতন্ত্র বিশ্ববিদ্যালয় প্রতিষ্ঠার দাবিতে তারা আন্দোলন চালিয়ে যাবেন। শিক্ষা উপদেষ্টার আহ্বান প্রত্যাখ্যান করে তারা বলেন, তাদের দাবি না মানা পর্যন্ত কর্মসূচি অব্যাহত থাকবে। বুধবার ও বৃহস্পতিবার (৩১ অক্টোবর ও ১ নভেম্বর) তাদের কোনো কর্মসূচি নেই। আগামী ২ নভেম্বর তারা আবারও রাজপথে কর্মসূচি পালন করবেন। গতকাল বুধবার বিকেলে সংবাদ সম্মেলনে এসব কথা জানানো হয়। শিক্ষার্থীরা বলেন, সাত কলেজের জন্য স্বতন্ত্র বিশ্ববিদ্যালয় প্রতিষ্ঠার দাবিতে তারা আন্দোলন চালিয়ে যাবেন। শিক্ষা উপদেষ্টার আহ্বান প্রত্যাখ্যান করে তারা বলেন, তাদের দাবি না মানা পর্যন্ত কর্মসূচি অব্যাহত থাকবে। বুধবার ও বৃহস্পতিবার (৩১ অক্টোবর ও ১ নভেম্বর) তাদের কোনো কর্মসূচি নেই। আগামী ২ নভেম্বর তারা আবারও রাজপথে কর্মসূচি পালন করবেন। গতকাল বুধবার বিকেলে সংবাদ সম্মেলনে এসব কথা জানানো হয়। শিক্ষার্থীরা বলেন, সাত কলেজের জন্য স্বতন্ত্র বিশ্ববিদ্যালয় প্রতিষ্ঠার দাবিতে তারা আন্দোলন চালিয়ে যাবেন। শিক্ষা উপদেষ্টার আহ্বান প্রত্যাখ্যান করে তারা বলেন, তাদের দাবি না মানা পর্যন্ত কর্মসূচি অব্যাহত থাকবে। বুধবার ও বৃহস্পতিবার (৩১ অক্টোবর ও ১ নভেম্বর) তাদের কোনো কর্মসূচি নেই। আগামী ২ নভেম্বর তারা আবারও রাজপথে কর্মসূচি পালন করবেন। গতকাল বুধবার বিকেলে সংবাদ সম্মেলনে এসব কথা জানানো হয়। শিক্ষার্থীরা বলেন, সাত কলেজের জন্য স্বতন্ত্র বিশ্ববিদ্যালয় প্রতিষ্ঠার দাবিতে তারা আন্দোলন চালিয়ে যাবেন। শিক্ষা উপদেষ্টার আহ্বান প্রত্যাখ্যান করে তারা বলেন, তাদের দাবি না মানা পর্যন্ত কর্মসূচি অব্যাহত থাকবে। বুধবার ও বৃহস্পতিবার (৩১ অক্টোবর ও ১ নভেম্বর) তাদের কোনো কর্মসূচি নেই। আগামী ২ নভেম্বর তারা আবারও রাজপথে কর্মসূচি পালন করবেন। গতকাল বুধবার বিকেলে সংবাদ সম্মেলনে এসব কথা জানানো হয়। শিক্ষার্থীরা বলেন, সাত কলেজের জন্য স্বতন্ত্র বিশ্ববিদ্যালয় প্রতিষ্ঠার দাবিতে তারা আন্দোলন চালিয়ে যাবেন। শিক্ষা উপদেষ্টার আহ্বান প্রত্যাখ্যান করে তারা বলেন, তাদের দাবি না মানা পর্যন্ত কর্মসূচি অব্যাহত থাকবে। বুধবার ও বৃহস্পতিবার (৩১ অক্টোবর ও ১ নভেম্বর) তাদের কোনো কর্মসূচি নেই। আগামী ২ নভেম্বর তারা আবারও রাজপথে কর্মসূচি পালন করবেন। গতকাল বুধবার বিকেলে সংবাদ সম্মেলনে এসব কথা জানানো হয়। শিক্ষার্থীরা বলেন, সাত কলেজের জন্য স্বতন্ত্র বিশ্ববিদ্যালয় প্রতিষ্ঠার দাবিতে তারা আন্দোলন চালিয়ে যাবেন। শিক্ষা উপদেষ্টার আহ্বান প্রত্যাখ্যান করে তারা বলেন, তাদের দাবি না মানা পর্যন্ত কর্মসূচি অব্যাহত থাকবে। বুধবার ও বৃহস্পতিবার (৩১ অক্টোবর ও ১ নভেম্বর) তাদের কোনো কর্মসূচি নেই। আগামী ২ নভেম্বর তারা আবারও রাজপথে কর্মসূচি পালন করবেন। গতকাল বুধবার বিকেলে সংবাদ সম্মেলনে এসব কথা জানানো হয়। শিক্ষার্থীরা বলেন, সাত কলেজের জন্য স্বতন্ত্র বিশ্ববিদ্যালয় প্রতিষ্ঠার দাবিতে তারা আন্দোলন চালিয়ে যাবেন। শিক্ষা উপদেষ্টার আহ্বান প্রত্যাখ্যান করে তারা বলেন, তাদের দাবি না মানা পর্যন্ত কর্মসূচি অব্যাহত থাকবে। xyxy=(274,74,422,1195)
story-headline: রিপাবলিক ইন্স্যুরেন্সের তৃতীয় প্রান্তিকের মুনাফা প্রকাশ xyxy=(821,1330,1137,1349)
company-news-story: সাউথইস্ট ব্যাংকের তৃতীয় প্রান্তিকের মুনাফা প্রকাশ ■ নিজস্ব প্রতিবেদক পুঁজিবাজারে তালিকাভুক্ত ব্যাংক খাতের কোম্পানি সাউথইস্ট ব্যাংক ৩০ সেপ্টেম্বর, ২০২৪ সমাপ্ত তৃতীয় প্রান্তিকের অনিরীক্ষিত আর্থিক প্রতিবেদন প্রকাশ করেছে। পুঁজিবাজারে তালিকাভুক্ত ব্যাংক খাতের কোম্পানি সাউথইস্ট ব্যাংক ৩০ সেপ্টেম্বর, ২০২৪ সমাপ্ত তৃতীয় প্রান্তিকের অনিরীক্ষিত আর্থিক প্রতিবেদন প্রকাশ করেছে। xyxy=(777,1132,1181,1229)
story-reporter: ■ নিজস্ব প্রতিবেদক xyxy=(785,533,853,544)
article-headline: এনআইডির ক্যাটাগরি xyxy=(292,1408,404,1424)
story-reporter: ■ নিজস্ব প্রতিবেদক xyxy=(785,1257,853,1267)
article-body: করার আগে সেটির পরিবর্তন করা হয়েছে। এ সকল আবেদন ক্যাটাগরি অনুযায়ী নিষ্পত্তি করা হবে। করার আগে সেটির পরিবর্তন করা হয়েছে। এ সকল আবেদন ক্যাটাগরি অনুযায়ী নিষ্পত্তি করা হবে। করার আগে সেটির পরিবর্তন করা হয়েছে। এ সকল আবেদন ক্যাটাগরি অনুযায়ী নিষ্পত্তি করা হবে। xyxy=(274,1441,422,1558)
company-news-story xyxy=(777,698,1181,770)
company-news-story xyxy=(777,963,1181,1035)
company-news-story xyxy=(777,1325,1181,1397)
article xyxy=(274,1570,422,2230)
company-news-story: আইএফআইসি ব্যাংকের তৃতীয় প্রান্তিকের মুনাফা প্রকাশ ■ নিজস্ব প্রতিবেদক পুঁজিবাজারে তালিকাভুক্ত ব্যাংক খাতের কোম্পানি আইএফআইসি ব্যাংক পিএলসি ৩০ সেপ্টেম্বর, ২০২৪ সমাপ্ত তৃতীয় প্রান্তিকের অনিরীক্ষিত আর্থিক প্রতিবেদন প্রকাশ করেছে। পুঁজিবাজারে তালিকাভুক্ত ব্যাংক খাতের কোম্পানি আইএফআইসি ব্যাংক পিএলসি ৩০ সেপ্টেম্বর, ২০২৪ সমাপ্ত তৃতীয় প্রান্তিকের অনিরীক্ষিত আর্থিক প্রতিবেদন প্রকাশ করেছে। xyxy=(777,1035,1181,1132)
article-headline: মব জাস্টিসসহ সব হত্যার সুষ্ঠু xyxy=(54,575,230,594)
article-body: যারা জনগণের বিরুদ্ধে গিয়ে রাজনৈতিক দলের গোলামি করবে তাদের বিরুদ্ধে ব্যবস্থা নেওয়া হবে বলে জানান তিনি। যারা জনগণের বিরুদ্ধে গিয়ে রাজনৈতিক দলের গোলামি করবে তাদের বিরুদ্ধে ব্যবস্থা নেওয়া হবে বলে জানান তিনি। যারা জনগণের বিরুদ্ধে গিয়ে রাজনৈতিক দলের গোলামি করবে তাদের বিরুদ্ধে ব্যবস্থা নেওয়া হবে বলে জানান তিনি। যারা জনগণের বিরুদ্ধে গিয়ে রাজনৈতিক দলের গোলামি করবে তাদের বিরুদ্ধে ব্যবস্থা নেওয়া হবে বলে জানান তিনি। যারা জনগণের বিরুদ্ধে গিয়ে রাজনৈতিক দলের গোলামি করবে তাদের বিরুদ্ধে ব্যবস্থা নেওয়া হবে বলে জানান তিনি। যারা জনগণের বিরুদ্ধে গিয়ে রাজনৈতিক দলের গোলামি করবে তাদের বিরুদ্ধে ব্যবস্থা নেওয়া হবে বলে জানান তিনি। যারা জনগণের বিরুদ্ধে গিয়ে রাজনৈতিক দলের গোলামি করবে তাদের বিরুদ্ধে ব্যবস্থা নেওয়া হবে বলে জানান তিনি। যারা জনগণের বিরুদ্ধে গিয়ে রাজনৈতিক দলের গোলামি করবে তাদের বিরুদ্ধে ব্যবস্থা নেওয়া হবে বলে জানান তিনি। xyxy=(18,1098,266,1313)
article-body: সরকারের তরফ থেকে বারবার বাড়ানো হলেও হজযাত্রীদের নিবন্ধন প্রত্যাশিত সংখ্যায় হয়নি। ৩০ নভেম্বরের পর আর সময় বাড়ানো হবে না বলে জানিয়েছে ধর্ম মন্ত্রণালয়। সরকারের তরফ থেকে বারবার বাড়ানো হলেও হজযাত্রীদের নিবন্ধন প্রত্যাশিত সংখ্যায় হয়নি। ৩০ নভেম্বরের পর আর সময় বাড়ানো হবে না বলে জানিয়েছে ধর্ম মন্ত্রণালয়। xyxy=(776,74,1182,125)
article-headline: ডিএসইর ব্লক xyxy=(940,130,1018,149)
article-headline: টানা দরপতনের পর অবশেষে xyxy=(501,1202,697,1223)
company-news-story: রবি আজিয়াটার তৃতীয় প্রান্তিকের মুনাফা প্রকাশ ■ নিজস্ব প্রতিবেদক পুঁজিবাজারে তালিকাভুক্ত টেলিযোগাযোগ খাতের কোম্পানি রবি আজিয়াটা ৩০ সেপ্টেম্বর, ২০২৪ সমাপ্ত তৃতীয় প্রান্তিকের অনিরীক্ষিত আর্থিক প্রতিবেদন প্রকাশ করেছে। পুঁজিবাজারে তালিকাভুক্ত টেলিযোগাযোগ খাতের কোম্পানি রবি আজিয়াটা ৩০ সেপ্টেম্বর, ২০২৪ সমাপ্ত তৃতীয় প্রান্তিকের অনিরীক্ষিত আর্থিক প্রতিবেদন প্রকাশ করেছে। xyxy=(777,505,1181,602)
article-body: অস্বাভাবিক দরপতনের ঠেকাতে সরকার কাজ করছে। এই প্রক্রিয়ায় পুঁজিবাজারের স্থিতিশীলতা ফিরিয়ে আনতে বিভিন্ন উদ্যোগ নেওয়া হয়েছে। অস্বাভাবিক দরপতনের ঠেকাতে সরকার কাজ করছে। এই প্রক্রিয়ায় পুঁজিবাজারের স্থিতিশীলতা ফিরিয়ে আনতে বিভিন্ন উদ্যোগ নেওয়া হয়েছে। অস্বাভাবিক দরপতনের ঠেকাতে সরকার কাজ করছে। এই প্রক্রিয়ায় পুঁজিবাজারের স্থিতিশীলতা ফিরিয়ে আনতে বিভিন্ন উদ্যোগ নেওয়া হয়েছে। অস্বাভাবিক দরপতনের ঠেকাতে সরকার কাজ করছে। এই প্রক্রিয়ায় পুঁজিবাজারের স্থিতিশীলতা ফিরিয়ে আনতে বিভিন্ন উদ্যোগ নেওয়া হয়েছে। xyxy=(430,74,768,180)
story-body: পুঁজিবাজারে তালিকাভুক্ত ব্যাংক খাতের কোম্পানি ইসলামী ব্যাংক বাংলাদেশ পিএলসি ৩০ সেপ্টেম্বর, ২০২৪ সমাপ্ত তৃতীয় প্রান্তিকের অনিরীক্ষিত আর্থিক প্রতিবেদন প্রকাশ করেছে। xyxy=(785,910,1173,933)
story-body: পুঁজিবাজারে তালিকাভুক্ত ব্যাংক খাতের কোম্পানি আইএফআইসি ব্যাংক পিএলসি ৩০ সেপ্টেম্বর, ২০২৪ সমাপ্ত তৃতীয় প্রান্তিকের অনিরীক্ষিত আর্থিক প্রতিবেদন প্রকাশ করেছে। xyxy=(785,1078,1173,1102)
column-divider xyxy=(426,74,427,1834)
article-headline: লেবাননে ৬০ দিনের যুদ্ধবিরতি xyxy=(496,456,702,477)
story-headline: সাউথইস্ট ব্যাংকের ৫০০ কোটি টাকার বন্ড ইস্যু সিদ্ধান্ত xyxy=(817,968,1141,987)
article-headline: ঢাকা সিটি কলেজের অধ্যক্ষ-উপাধ্যক্ষসহ xyxy=(22,739,262,758)
article xyxy=(430,192,768,445)
story-headline: অলটেক্স ইন্ডাস্ট্রিজের নতুন এমডি নিয়োগ xyxy=(856,703,1102,722)
